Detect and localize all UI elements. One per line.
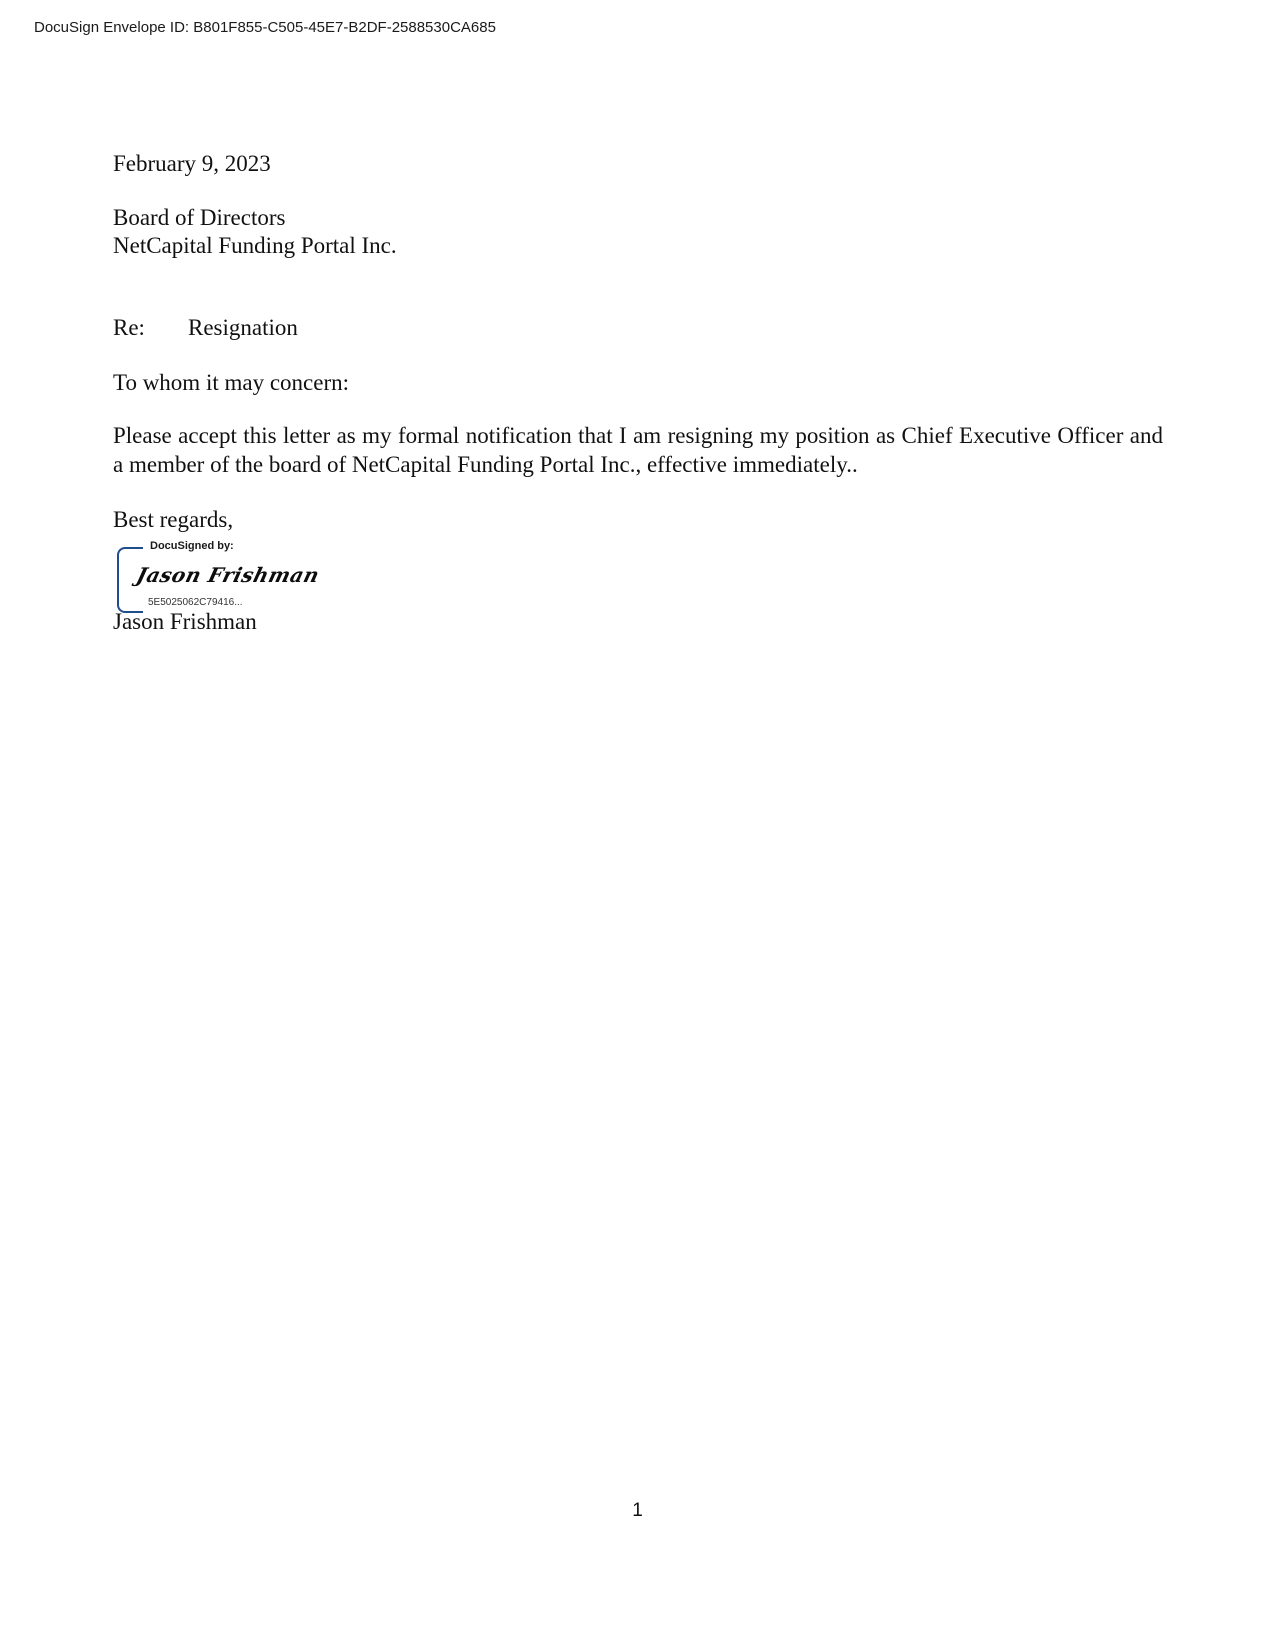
recipient-line-1: Board of Directors: [113, 205, 286, 230]
letter-date: February 9, 2023: [113, 151, 271, 176]
recipient-line-2: NetCapital Funding Portal Inc.: [113, 233, 397, 258]
docusign-signature-block: [113, 539, 323, 613]
salutation: To whom it may concern:: [113, 370, 349, 395]
handwritten-signature: Jason Frishman: [134, 563, 323, 587]
signer-name: Jason Frishman: [113, 609, 257, 634]
docusign-envelope-id: DocuSign Envelope ID: B801F855-C505-45E7-B2DF-2588530CA685: [34, 19, 496, 36]
signature-hash: 5E5025062C79416...: [148, 597, 243, 608]
closing: Best regards,: [113, 507, 234, 532]
subject-label: Re:: [113, 315, 145, 340]
page-number: 1: [632, 1500, 643, 1521]
subject-text: Resignation: [188, 315, 298, 340]
signature-caption: DocuSigned by:: [150, 540, 234, 552]
subject-line: [113, 313, 298, 342]
body-paragraph: Please accept this letter as my formal notification that I am resigning my position as Chief Executive Officer and a member of the board of NetCapital Funding Portal Inc., effective immediately..: [113, 423, 1163, 477]
